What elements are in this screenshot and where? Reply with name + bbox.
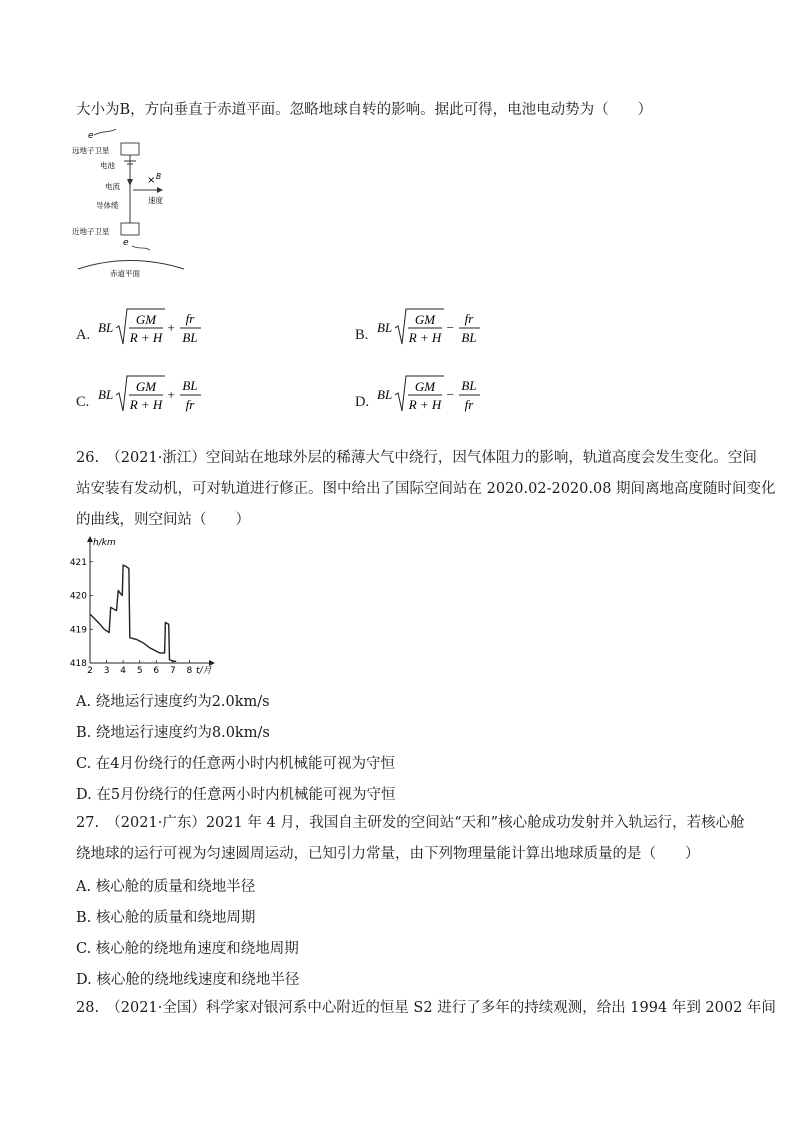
altitude-chart: [66, 533, 216, 675]
formula-prefix: BL: [98, 320, 114, 335]
electron-path-top: [94, 129, 116, 135]
x-tick-label: 4: [120, 666, 127, 675]
question-25-option-a-label[interactable]: A.: [76, 327, 91, 343]
fraction-denominator: BL: [182, 330, 198, 345]
equator-arc: [78, 261, 184, 270]
fraction-denominator: BL: [461, 330, 477, 345]
question-25-option-a-formula[interactable]: [96, 305, 206, 355]
y-tick-label: 418: [69, 659, 87, 669]
fraction-denominator: fr: [464, 397, 474, 412]
formula-operator: −: [445, 320, 455, 335]
radical-denominator: R + H: [408, 330, 442, 345]
field-label: B: [156, 172, 162, 181]
question-27-option-d[interactable]: D. 核心舱的绕地线速度和绕地半径: [76, 972, 300, 988]
current-arrow: [127, 179, 133, 186]
formula-operator: −: [445, 387, 455, 402]
formula-prefix: BL: [98, 387, 114, 402]
radical-denominator: R + H: [129, 330, 163, 345]
question-28-line-1: 28. （2021·全国）科学家对银河系中心附近的恒星 S2 进行了多年的持续观测，给出 1994 年到 2002 年间: [76, 1000, 776, 1016]
formula-operator: +: [166, 320, 176, 335]
x-tick-label: 7: [169, 666, 176, 675]
formula-prefix: BL: [377, 320, 393, 335]
question-27-option-b[interactable]: B. 核心舱的质量和绕地周期: [76, 910, 256, 926]
question-27-option-c[interactable]: C. 核心舱的绕地角速度和绕地周期: [76, 941, 299, 957]
y-tick-label: 420: [69, 591, 87, 602]
question-25-option-c-formula[interactable]: [96, 372, 206, 422]
question-26-line-3: 的曲线，则空间站（ ）: [76, 512, 250, 528]
question-27-line-2: 绕地球的运行可视为匀速圆周运动，已知引力常量，由下列物理量能计算出地球质量的是（ ）: [76, 846, 700, 862]
y-tick-label: 419: [69, 625, 87, 636]
question-25-option-b-formula[interactable]: [375, 305, 485, 355]
question-27-option-a[interactable]: A. 核心舱的质量和绕地半径: [76, 879, 256, 895]
x-tick-label: 3: [103, 666, 110, 675]
x-tick-label: 5: [136, 666, 143, 675]
radical-numerator: GM: [135, 312, 157, 327]
formula-prefix: BL: [377, 387, 393, 402]
radical-numerator: GM: [414, 312, 436, 327]
conductor-label: 导体缆: [96, 201, 119, 210]
question-25-option-c-label[interactable]: C.: [76, 394, 90, 410]
altitude-series-line: [90, 565, 176, 661]
question-25-stem-end: 大小为B，方向垂直于赤道平面。忽略地球自转的影响。据此可得，电池电动势为（ ）: [76, 102, 653, 118]
fraction-numerator: BL: [461, 378, 477, 393]
equator-label: 赤道平面: [110, 269, 140, 278]
far-satellite-label: 远地子卫星: [72, 146, 110, 155]
field-symbol: ×: [147, 175, 156, 186]
electron-path-bottom: [132, 246, 150, 250]
fraction-denominator: fr: [185, 397, 195, 412]
question-25-option-d-formula[interactable]: [375, 372, 485, 422]
near-satellite-box: [121, 223, 139, 235]
electron-label-bottom: e: [123, 238, 129, 248]
near-satellite-label: 近地子卫星: [72, 227, 110, 236]
tether-satellite-diagram: [70, 124, 210, 284]
formula-operator: +: [166, 387, 176, 402]
fraction-numerator: fr: [464, 311, 474, 326]
radical-denominator: R + H: [129, 397, 163, 412]
x-tick-label: 8: [186, 666, 193, 675]
question-26-line-1: 26. （2021·浙江）空间站在地球外层的稀薄大气中绕行，因气体阻力的影响，轨道高度会发生变化。空间: [76, 450, 757, 466]
y-axis-label: h/km: [93, 538, 116, 548]
question-25-option-d-label[interactable]: D.: [355, 394, 370, 410]
question-26-option-c[interactable]: C. 在4月份绕行的任意两小时内机械能可视为守恒: [76, 756, 396, 772]
question-26-option-b[interactable]: B. 绕地运行速度约为8.0km/s: [76, 725, 270, 741]
y-tick-label: 421: [69, 557, 87, 568]
question-26-option-a[interactable]: A. 绕地运行速度约为2.0km/s: [76, 694, 270, 710]
current-label: 电流: [105, 182, 120, 191]
radical-denominator: R + H: [408, 397, 442, 412]
radical-numerator: GM: [135, 379, 157, 394]
radical-numerator: GM: [414, 379, 436, 394]
velocity-label: 速度: [148, 196, 163, 205]
x-tick-label: 6: [153, 666, 160, 675]
fraction-numerator: fr: [185, 311, 195, 326]
velocity-arrow-head: [157, 187, 163, 193]
battery-label: 电池: [100, 161, 115, 170]
x-axis-label: t/月: [196, 666, 212, 675]
question-25-option-b-label[interactable]: B.: [355, 327, 369, 343]
question-26-option-d[interactable]: D. 在5月份绕行的任意两小时内机械能可视为守恒: [76, 787, 396, 803]
question-26-line-2: 站安装有发动机，可对轨道进行修正。图中给出了国际空间站在 2020.02-2020.08 期间离地高度随时间变化: [76, 481, 776, 497]
electron-label-top: e: [88, 131, 94, 141]
far-satellite-box: [121, 143, 139, 155]
x-tick-label: 2: [87, 666, 93, 675]
question-27-line-1: 27. （2021·广东）2021 年 4 月，我国自主研发的空间站“天和”核心舱成功发射并入轨运行，若核心舱: [76, 815, 745, 831]
fraction-numerator: BL: [182, 378, 198, 393]
